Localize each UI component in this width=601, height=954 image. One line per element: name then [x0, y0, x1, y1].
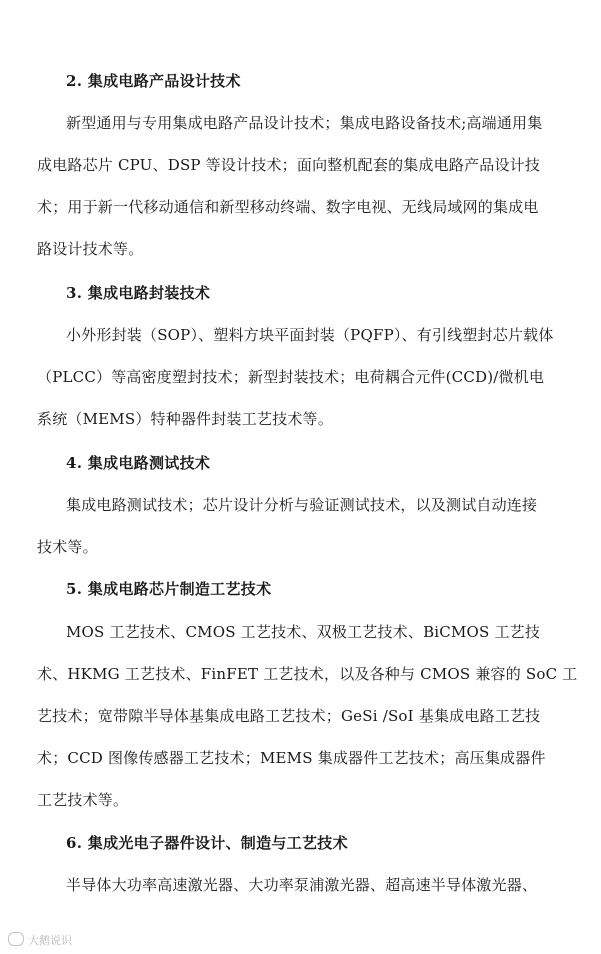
paragraph-line: 艺技术；宽带隙半导体基集成电路工艺技术；GeSi /SoI 基集成电路工艺技 [37, 707, 541, 725]
paragraph-line: 小外形封装（SOP）、塑料方块平面封装（PQFP）、有引线塑封芯片载体 [66, 326, 554, 344]
paragraph-line: 系统（MEMS）特种器件封装工艺技术等。 [37, 410, 333, 428]
watermark-text: 大鹅说识 [28, 934, 72, 947]
paragraph-line: 术、HKMG 工艺技术、FinFET 工艺技术，以及各种与 CMOS 兼容的 SoC 工 [37, 665, 578, 683]
paragraph-line: （PLCC）等高密度塑封技术；新型封装技术；电荷耦合元件(CCD)/微机电 [37, 368, 545, 386]
section-heading: 2. 集成电路产品设计技术 [66, 72, 241, 90]
section-heading: 5. 集成电路芯片制造工艺技术 [66, 580, 272, 598]
section-heading: 4. 集成电路测试技术 [66, 454, 211, 472]
paragraph-line: 术；CCD 图像传感器工艺技术；MEMS 集成器件工艺技术；高压集成器件 [37, 749, 546, 767]
paragraph-line: 成电路芯片 CPU、DSP 等设计技术；面向整机配套的集成电路产品设计技 [37, 156, 541, 174]
paragraph-line: 技术等。 [37, 538, 98, 556]
paragraph-line: 集成电路测试技术；芯片设计分析与验证测试技术，以及测试自动连接 [66, 496, 538, 514]
paragraph-line: MOS 工艺技术、CMOS 工艺技术、双极工艺技术、BiCMOS 工艺技 [66, 623, 541, 641]
paragraph-line: 工艺技术等。 [37, 791, 129, 809]
section-heading: 3. 集成电路封装技术 [66, 284, 211, 302]
watermark [8, 932, 72, 948]
paragraph-line: 路设计技术等。 [37, 240, 144, 258]
paragraph-line: 半导体大功率高速激光器、大功率泵浦激光器、超高速半导体激光器、 [66, 876, 538, 894]
watermark-logo-icon [8, 932, 24, 946]
section-heading: 6. 集成光电子器件设计、制造与工艺技术 [66, 834, 348, 852]
paragraph-line: 新型通用与专用集成电路产品设计技术；集成电路设备技术;高端通用集 [66, 114, 543, 132]
paragraph-line: 术；用于新一代移动通信和新型移动终端、数字电视、无线局域网的集成电 [37, 198, 539, 216]
